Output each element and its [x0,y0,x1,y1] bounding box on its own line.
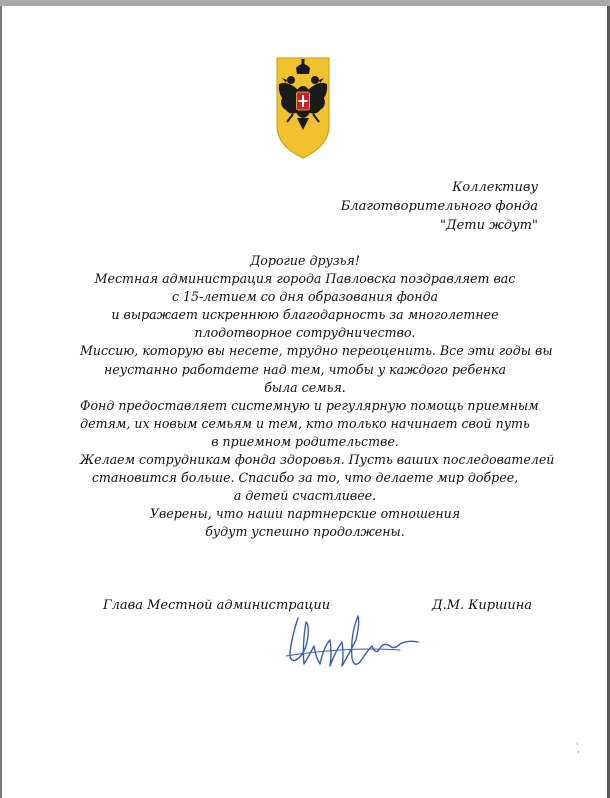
left-scan-edge [0,6,2,798]
body-line: плодотворное сотрудничество. [194,325,416,341]
signatory-position: Глава Местной администрации [103,598,331,613]
body-line: детям, их новым семьям и тем, кто только начинает свой путь [80,415,530,431]
addressee-line: Благотворительного фонда [340,199,538,214]
scan-speck: · [576,740,579,749]
body-line: Уверены, что наши партнерские отношения [149,506,461,522]
body-line: с 15-летием со дня образования фонда [171,289,439,305]
signatory-name: Д.М. Киршина [432,598,533,613]
body-line: а детей счастливее. [233,488,377,504]
top-scan-border [0,0,610,6]
letter-body [80,252,555,542]
scan-speck: · [577,748,580,757]
body-line: была семья. [264,379,346,395]
body-line: Фонд предоставляет системную и регулярную помощь приемным [80,397,539,413]
body-line: и выражает искреннюю благодарность за многолетнее [111,307,499,323]
body-line: Миссию, которую вы несете, трудно переоценить. Все эти годы вы [80,343,553,359]
handwritten-signature-icon [280,606,440,678]
coat-of-arms-icon [276,56,330,160]
body-line: в приемном родительстве. [211,433,399,449]
addressee-line: "Дети ждут" [440,218,538,233]
body-line: Желаем сотрудникам фонда здоровья. Пусть ваших последователей [80,452,555,468]
body-line: Местная администрация города Павловска поздравляет вас [94,271,516,287]
addressee-line: Коллективу [452,180,538,195]
greeting: Дорогие друзья! [250,253,360,268]
addressee-block [341,178,538,235]
body-line: неустанно работаете над тем, чтобы у каждого ребенка [104,361,506,377]
body-line: становится больше. Спасибо за то, что делаете мир добрее, [91,470,519,486]
body-line: будут успешно продолжены. [205,524,405,540]
